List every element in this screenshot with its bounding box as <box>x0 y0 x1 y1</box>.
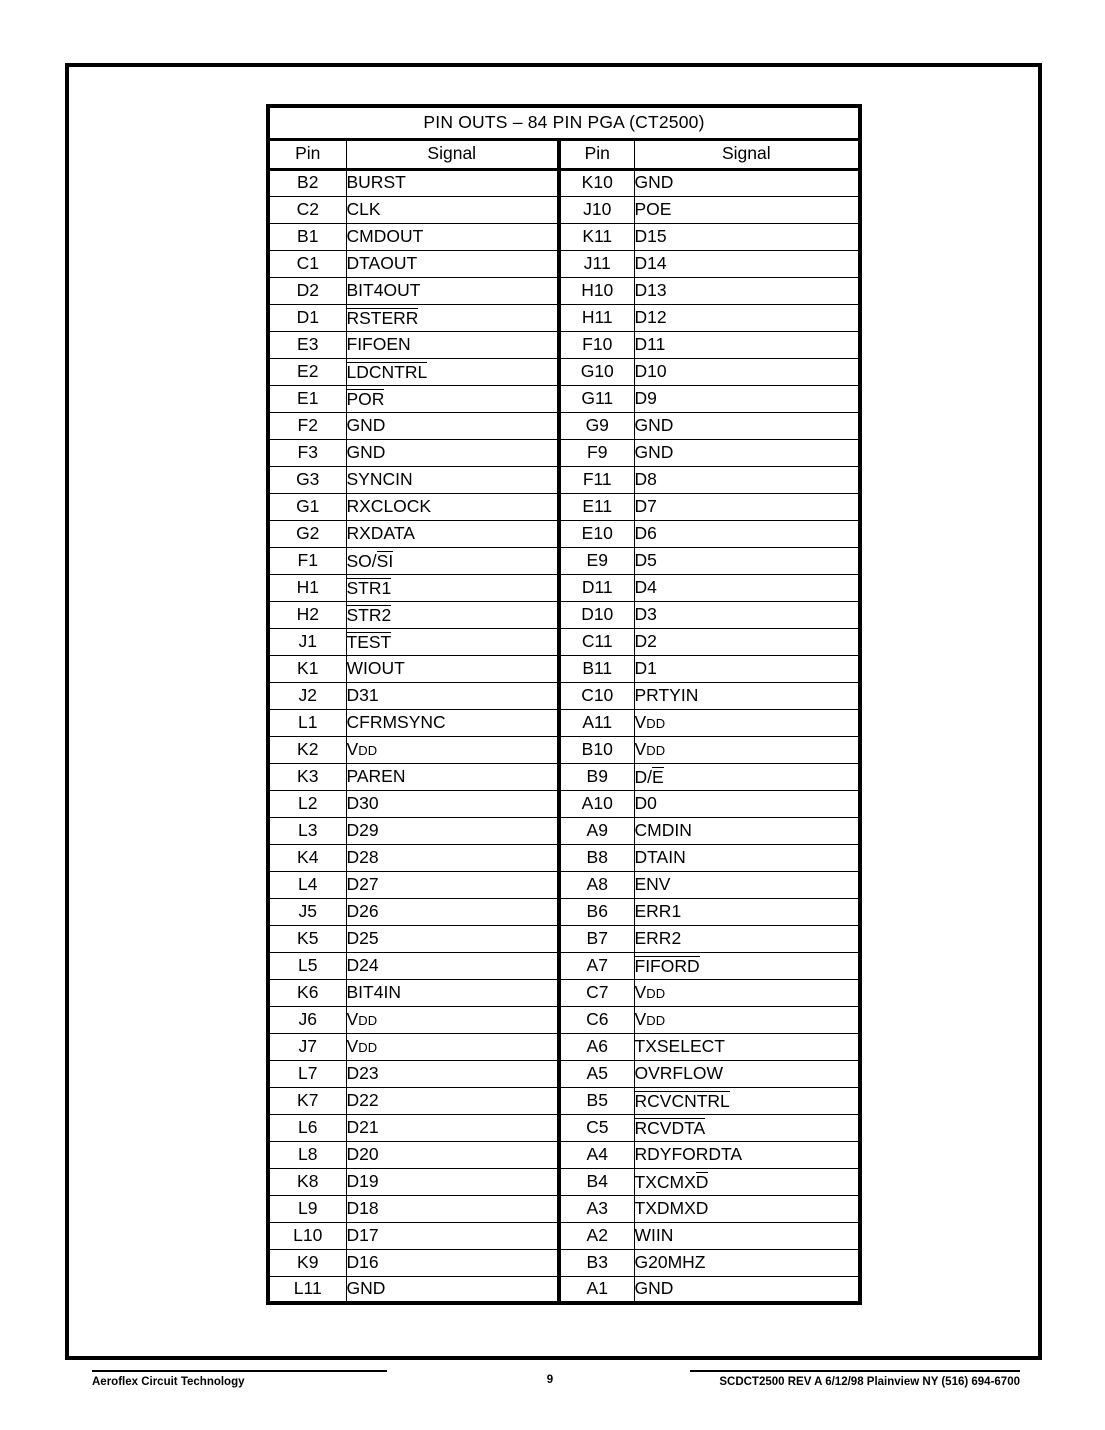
table-row <box>268 1195 860 1222</box>
signal-cell-right: D13 <box>634 277 860 304</box>
pin-cell-left: J6 <box>268 1006 346 1033</box>
vdd-subscript: DD <box>358 1012 378 1028</box>
pin-cell-right: B9 <box>559 763 634 790</box>
signal-cell-left <box>346 628 559 655</box>
active-low-overline: STR2 <box>346 604 392 625</box>
signal-cell-right: GND <box>634 169 860 196</box>
pinout-table-body <box>268 169 860 1303</box>
signal-cell-left <box>346 358 559 385</box>
signal-cell-left: VDD <box>346 1033 559 1060</box>
pin-cell-left: L2 <box>268 790 346 817</box>
table-row <box>268 817 860 844</box>
table-row <box>268 763 860 790</box>
signal-cell-right <box>634 1087 860 1114</box>
signal-cell-right: WIIN <box>634 1222 860 1249</box>
signal-cell-left: VDD <box>346 1006 559 1033</box>
signal-cell-left: GND <box>346 412 559 439</box>
table-row <box>268 196 860 223</box>
active-low-overline: E <box>652 766 664 787</box>
pin-cell-left: F2 <box>268 412 346 439</box>
signal-cell-right: RDYFORDTA <box>634 1141 860 1168</box>
pin-cell-left: L5 <box>268 952 346 979</box>
pin-cell-left: B2 <box>268 169 346 196</box>
pin-cell-right: C6 <box>559 1006 634 1033</box>
pin-cell-left: K5 <box>268 925 346 952</box>
signal-cell-left: RXCLOCK <box>346 493 559 520</box>
table-row <box>268 1114 860 1141</box>
pin-cell-right: D11 <box>559 574 634 601</box>
pin-cell-left: L8 <box>268 1141 346 1168</box>
signal-cell-right: CMDIN <box>634 817 860 844</box>
column-header-pin-left: Pin <box>268 139 346 169</box>
signal-cell-left: RXDATA <box>346 520 559 547</box>
table-row <box>268 169 860 196</box>
table-row <box>268 1168 860 1195</box>
table-row <box>268 979 860 1006</box>
pin-cell-left: E2 <box>268 358 346 385</box>
vdd-subscript: DD <box>358 1039 378 1055</box>
pin-cell-left: E3 <box>268 331 346 358</box>
signal-cell-right: TXSELECT <box>634 1033 860 1060</box>
pin-cell-right: J10 <box>559 196 634 223</box>
pin-cell-right: C5 <box>559 1114 634 1141</box>
pin-cell-right: A1 <box>559 1276 634 1303</box>
table-row <box>268 466 860 493</box>
signal-cell-left: CMDOUT <box>346 223 559 250</box>
pin-cell-left: J1 <box>268 628 346 655</box>
active-low-overline: FIFORD <box>634 955 700 976</box>
pin-cell-left: G3 <box>268 466 346 493</box>
pin-cell-right: F9 <box>559 439 634 466</box>
table-row <box>268 493 860 520</box>
table-row <box>268 250 860 277</box>
signal-cell-left: GND <box>346 1276 559 1303</box>
table-row <box>268 1249 860 1276</box>
signal-cell-left: PAREN <box>346 763 559 790</box>
signal-cell-right: ERR1 <box>634 898 860 925</box>
table-row <box>268 223 860 250</box>
table-row <box>268 844 860 871</box>
active-low-overline: STR1 <box>346 577 392 598</box>
signal-cell-right: D7 <box>634 493 860 520</box>
signal-cell-right: GND <box>634 412 860 439</box>
pin-cell-right: B11 <box>559 655 634 682</box>
signal-cell-left: SYNCIN <box>346 466 559 493</box>
signal-cell-right: VDD <box>634 979 860 1006</box>
signal-cell-right: GND <box>634 439 860 466</box>
pin-cell-left: C1 <box>268 250 346 277</box>
pin-cell-left: B1 <box>268 223 346 250</box>
pin-cell-right: A2 <box>559 1222 634 1249</box>
pin-cell-right: J11 <box>559 250 634 277</box>
pin-cell-right: B3 <box>559 1249 634 1276</box>
pin-cell-right: F10 <box>559 331 634 358</box>
signal-cell-right: VDD <box>634 709 860 736</box>
pin-cell-right: A9 <box>559 817 634 844</box>
pin-cell-left: L7 <box>268 1060 346 1087</box>
pin-cell-left: K8 <box>268 1168 346 1195</box>
signal-cell-right: D0 <box>634 790 860 817</box>
pin-cell-right: F11 <box>559 466 634 493</box>
pin-cell-left: L10 <box>268 1222 346 1249</box>
pin-cell-left: K4 <box>268 844 346 871</box>
signal-cell-right <box>634 1114 860 1141</box>
vdd-subscript: DD <box>646 985 666 1001</box>
table-row <box>268 790 860 817</box>
table-row <box>268 682 860 709</box>
signal-cell-right: POE <box>634 196 860 223</box>
pin-cell-left: L9 <box>268 1195 346 1222</box>
signal-cell-left: BIT4OUT <box>346 277 559 304</box>
pin-cell-right: B6 <box>559 898 634 925</box>
signal-cell-right: VDD <box>634 736 860 763</box>
pin-cell-right: C10 <box>559 682 634 709</box>
pin-cell-left: H1 <box>268 574 346 601</box>
table-row <box>268 601 860 628</box>
signal-cell-left: D25 <box>346 925 559 952</box>
signal-cell-right: D10 <box>634 358 860 385</box>
signal-cell-left <box>346 304 559 331</box>
signal-cell-left: VDD <box>346 736 559 763</box>
signal-cell-right: TXDMXD <box>634 1195 860 1222</box>
signal-cell-left: D26 <box>346 898 559 925</box>
pin-cell-right: G9 <box>559 412 634 439</box>
pin-cell-right: H11 <box>559 304 634 331</box>
signal-cell-left: D16 <box>346 1249 559 1276</box>
pin-cell-left: E1 <box>268 385 346 412</box>
signal-cell-left: D17 <box>346 1222 559 1249</box>
table-row <box>268 358 860 385</box>
table-row <box>268 304 860 331</box>
signal-cell-left: D18 <box>346 1195 559 1222</box>
table-row <box>268 1006 860 1033</box>
signal-cell-right: D4 <box>634 574 860 601</box>
active-low-overline: D <box>695 1171 709 1192</box>
signal-cell-left: D22 <box>346 1087 559 1114</box>
signal-cell-right: D5 <box>634 547 860 574</box>
signal-cell-right: D8 <box>634 466 860 493</box>
pin-cell-right: A5 <box>559 1060 634 1087</box>
signal-cell-right: D12 <box>634 304 860 331</box>
pin-cell-right: A3 <box>559 1195 634 1222</box>
pin-cell-left: F3 <box>268 439 346 466</box>
pin-cell-right: A6 <box>559 1033 634 1060</box>
signal-cell-left: BIT4IN <box>346 979 559 1006</box>
signal-cell-right: D1 <box>634 655 860 682</box>
pin-cell-right: C7 <box>559 979 634 1006</box>
table-row <box>268 412 860 439</box>
table-row <box>268 1033 860 1060</box>
signal-cell-right: D11 <box>634 331 860 358</box>
pin-cell-right: E11 <box>559 493 634 520</box>
pin-cell-right: A4 <box>559 1141 634 1168</box>
pin-cell-right: E9 <box>559 547 634 574</box>
pin-cell-right: B10 <box>559 736 634 763</box>
signal-cell-right: ENV <box>634 871 860 898</box>
pin-cell-right: E10 <box>559 520 634 547</box>
table-row <box>268 952 860 979</box>
table-row <box>268 898 860 925</box>
signal-cell-left: D23 <box>346 1060 559 1087</box>
signal-cell-left <box>346 601 559 628</box>
pin-cell-right: K10 <box>559 169 634 196</box>
table-row <box>268 925 860 952</box>
pin-cell-left: D2 <box>268 277 346 304</box>
pin-cell-left: H2 <box>268 601 346 628</box>
column-header-signal-left: Signal <box>346 139 559 169</box>
signal-cell-left: D27 <box>346 871 559 898</box>
pin-cell-left: K7 <box>268 1087 346 1114</box>
signal-cell-left: CLK <box>346 196 559 223</box>
signal-cell-right: D3 <box>634 601 860 628</box>
footer-doc-reference: SCDCT2500 REV A 6/12/98 Plainview NY (516) 694-6700 <box>690 1370 1020 1388</box>
signal-cell-right: ERR2 <box>634 925 860 952</box>
vdd-subscript: DD <box>646 715 666 731</box>
signal-cell-left: CFRMSYNC <box>346 709 559 736</box>
active-low-overline: RSTERR <box>346 307 419 328</box>
signal-cell-left: D30 <box>346 790 559 817</box>
active-low-overline: SI <box>376 550 394 571</box>
pin-cell-left: K3 <box>268 763 346 790</box>
pin-cell-left: F1 <box>268 547 346 574</box>
signal-cell-left <box>346 574 559 601</box>
table-row <box>268 736 860 763</box>
table-header-row <box>268 139 860 169</box>
pin-cell-right: B8 <box>559 844 634 871</box>
column-header-signal-right: Signal <box>634 139 860 169</box>
table-row <box>268 628 860 655</box>
signal-cell-left: D28 <box>346 844 559 871</box>
signal-cell-left: WIOUT <box>346 655 559 682</box>
pin-cell-right: A10 <box>559 790 634 817</box>
vdd-subscript: DD <box>646 1012 666 1028</box>
signal-cell-right: G20MHZ <box>634 1249 860 1276</box>
pin-cell-left: D1 <box>268 304 346 331</box>
signal-cell-right: PRTYIN <box>634 682 860 709</box>
pin-cell-left: L3 <box>268 817 346 844</box>
signal-cell-right: DTAIN <box>634 844 860 871</box>
signal-cell-right: TXCMXD <box>634 1168 860 1195</box>
active-low-overline: POR <box>346 388 385 409</box>
signal-cell-left: D29 <box>346 817 559 844</box>
pin-cell-left: L4 <box>268 871 346 898</box>
signal-cell-left: FIFOEN <box>346 331 559 358</box>
footer-page-number: 9 <box>546 1374 554 1386</box>
table-row <box>268 1276 860 1303</box>
active-low-overline: LDCNTRL <box>346 361 428 382</box>
active-low-overline: TEST <box>346 631 392 652</box>
signal-cell-right: D15 <box>634 223 860 250</box>
pin-cell-left: C2 <box>268 196 346 223</box>
table-row <box>268 871 860 898</box>
table-row <box>268 439 860 466</box>
active-low-overline: RCVDTA <box>634 1117 706 1138</box>
pin-cell-left: K6 <box>268 979 346 1006</box>
signal-cell-left: D20 <box>346 1141 559 1168</box>
pin-cell-right: G10 <box>559 358 634 385</box>
pin-cell-left: L1 <box>268 709 346 736</box>
active-low-overline: RCVCNTRL <box>634 1090 730 1111</box>
pin-cell-left: K9 <box>268 1249 346 1276</box>
signal-cell-right: GND <box>634 1276 860 1303</box>
signal-cell-left: D31 <box>346 682 559 709</box>
table-row <box>268 277 860 304</box>
pin-cell-right: D10 <box>559 601 634 628</box>
table-row <box>268 655 860 682</box>
signal-cell-left: D24 <box>346 952 559 979</box>
signal-cell-right: D9 <box>634 385 860 412</box>
pin-cell-right: A11 <box>559 709 634 736</box>
table-row <box>268 709 860 736</box>
pin-cell-right: A8 <box>559 871 634 898</box>
pin-cell-left: L11 <box>268 1276 346 1303</box>
pin-cell-right: B5 <box>559 1087 634 1114</box>
pin-cell-right: A7 <box>559 952 634 979</box>
signal-cell-left: GND <box>346 439 559 466</box>
pin-cell-right: B7 <box>559 925 634 952</box>
pin-cell-left: G2 <box>268 520 346 547</box>
signal-cell-left: D21 <box>346 1114 559 1141</box>
pin-cell-left: G1 <box>268 493 346 520</box>
table-row <box>268 520 860 547</box>
pin-cell-left: K1 <box>268 655 346 682</box>
table-row <box>268 385 860 412</box>
vdd-subscript: DD <box>358 742 378 758</box>
pin-cell-right: H10 <box>559 277 634 304</box>
signal-cell-right: D/E <box>634 763 860 790</box>
signal-cell-right: OVRFLOW <box>634 1060 860 1087</box>
pin-cell-left: J2 <box>268 682 346 709</box>
signal-cell-left <box>346 385 559 412</box>
signal-cell-right: VDD <box>634 1006 860 1033</box>
footer-company: Aeroflex Circuit Technology <box>92 1370 387 1388</box>
pin-cell-left: J5 <box>268 898 346 925</box>
vdd-subscript: DD <box>646 742 666 758</box>
table-title: PIN OUTS – 84 PIN PGA (CT2500) <box>268 106 860 139</box>
page-footer <box>0 1366 1105 1406</box>
signal-cell-right: D6 <box>634 520 860 547</box>
table-row <box>268 1141 860 1168</box>
signal-cell-left: BURST <box>346 169 559 196</box>
signal-cell-left: DTAOUT <box>346 250 559 277</box>
signal-cell-right <box>634 952 860 979</box>
table-row <box>268 331 860 358</box>
table-row <box>268 547 860 574</box>
table-row <box>268 574 860 601</box>
signal-cell-left: SO/SI <box>346 547 559 574</box>
column-header-pin-right: Pin <box>559 139 634 169</box>
signal-cell-left: D19 <box>346 1168 559 1195</box>
pin-cell-left: J7 <box>268 1033 346 1060</box>
table-row <box>268 1222 860 1249</box>
pin-cell-left: L6 <box>268 1114 346 1141</box>
pinout-table <box>266 104 862 1305</box>
table-title-row <box>268 106 860 139</box>
pin-cell-right: B4 <box>559 1168 634 1195</box>
signal-cell-right: D14 <box>634 250 860 277</box>
pin-cell-left: K2 <box>268 736 346 763</box>
pin-cell-right: C11 <box>559 628 634 655</box>
signal-cell-right: D2 <box>634 628 860 655</box>
table-row <box>268 1087 860 1114</box>
table-row <box>268 1060 860 1087</box>
pin-cell-right: K11 <box>559 223 634 250</box>
pin-cell-right: G11 <box>559 385 634 412</box>
